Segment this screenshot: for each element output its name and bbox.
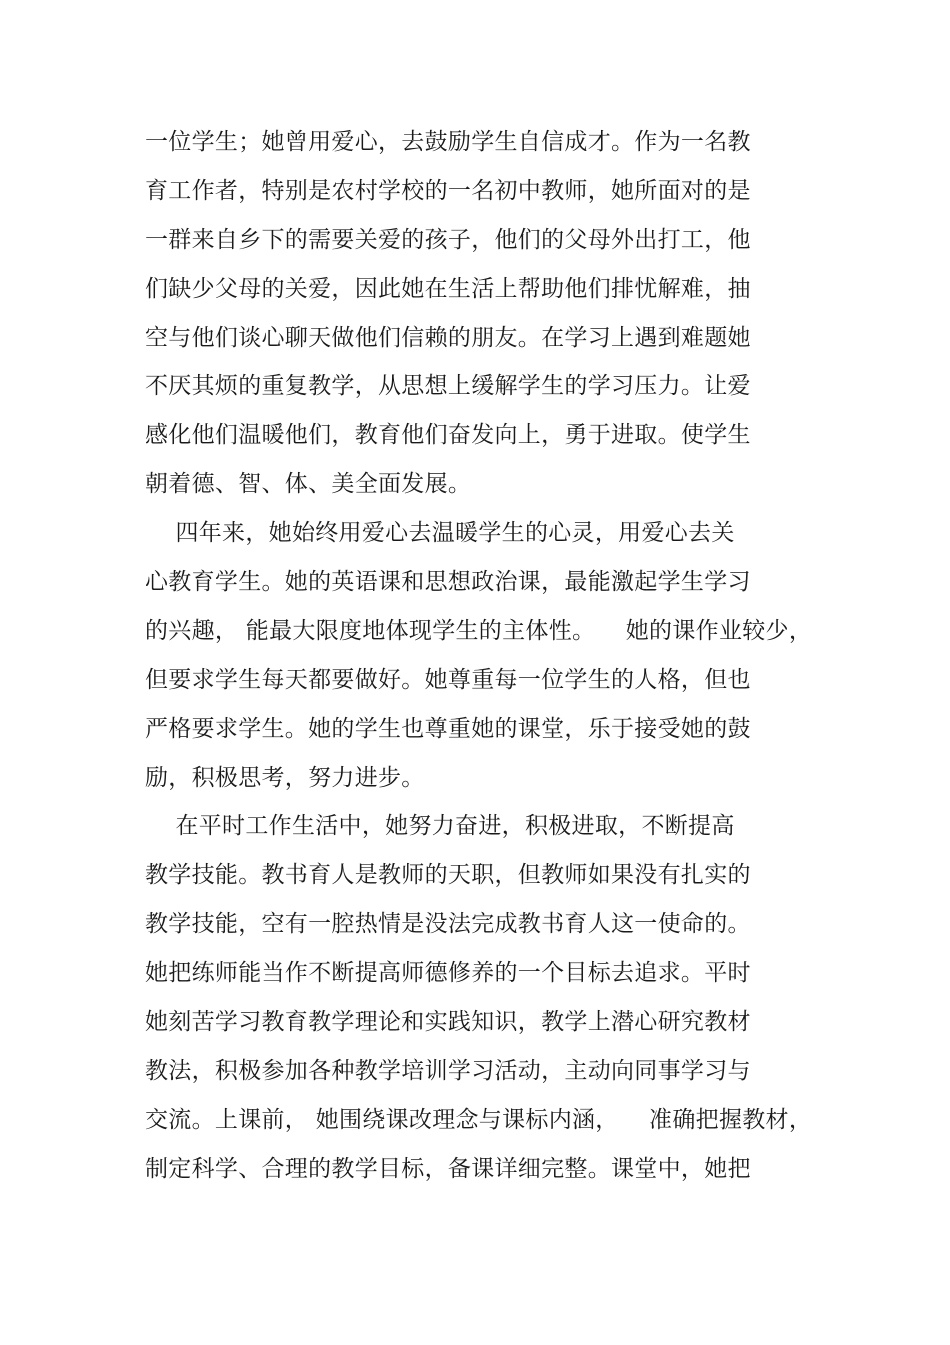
text-line-2: 育工作者，特别是农村学校的一名初中教师，她所面对的是 bbox=[145, 177, 751, 204]
text-line-17: 教学技能，空有一腔热情是没法完成教书育人这一使命的。 bbox=[145, 911, 751, 938]
text-line-10: 心教育学生。她的英语课和思想政治课，最能激起学生学习 bbox=[145, 569, 751, 596]
text-line-6: 不厌其烦的重复教学，从思想上缓解学生的学习压力。让爱 bbox=[145, 373, 751, 400]
text-line-13: 严格要求学生。她的学生也尊重她的课堂，乐于接受她的鼓 bbox=[145, 715, 751, 742]
text-line-18: 她把练师能当作不断提高师德修养的一个目标去追求。平时 bbox=[145, 960, 751, 987]
text-line-12: 但要求学生每天都要做好。她尊重每一位学生的人格，但也 bbox=[145, 666, 751, 693]
text-line-22: 制定科学、合理的教学目标，备课详细完整。课堂中，她把 bbox=[145, 1155, 751, 1182]
text-line-1: 一位学生；她曾用爱心，去鼓励学生自信成才。作为一名教 bbox=[145, 129, 751, 155]
text-line-9: 四年来，她始终用爱心去温暖学生的心灵，用爱心去关 bbox=[145, 520, 735, 547]
text-line-5: 空与他们谈心聊天做他们信赖的朋友。在学习上遇到难题她 bbox=[145, 324, 751, 351]
text-line-16: 教学技能。教书育人是教师的天职，但教师如果没有扎实的 bbox=[145, 862, 751, 889]
text-line-20: 教法，积极参加各种教学培训学习活动，主动向同事学习与 bbox=[145, 1057, 751, 1084]
text-line-21: 交流。上课前， 她围绕课改理念与课标内涵， 准确把握教材， bbox=[145, 1106, 813, 1133]
text-line-14: 励，积极思考，努力进步。 bbox=[145, 764, 425, 791]
text-line-15: 在平时工作生活中，她努力奋进，积极进取，不断提高 bbox=[145, 813, 735, 840]
text-line-11: 的兴趣， 能最大限度地体现学生的主体性。 她的课作业较少， bbox=[145, 617, 813, 644]
text-line-19: 她刻苦学习教育教学理论和实践知识，教学上潜心研究教材 bbox=[145, 1009, 751, 1036]
text-line-8: 朝着德、智、体、美全面发展。 bbox=[145, 471, 472, 498]
text-line-7: 感化他们温暖他们，教育他们奋发向上，勇于进取。使学生 bbox=[145, 422, 751, 449]
text-line-3: 一群来自乡下的需要关爱的孩子，他们的父母外出打工，他 bbox=[145, 226, 751, 253]
text-line-4: 们缺少父母的关爱，因此她在生活上帮助他们排忧解难，抽 bbox=[145, 275, 751, 302]
body-text bbox=[145, 118, 813, 1194]
